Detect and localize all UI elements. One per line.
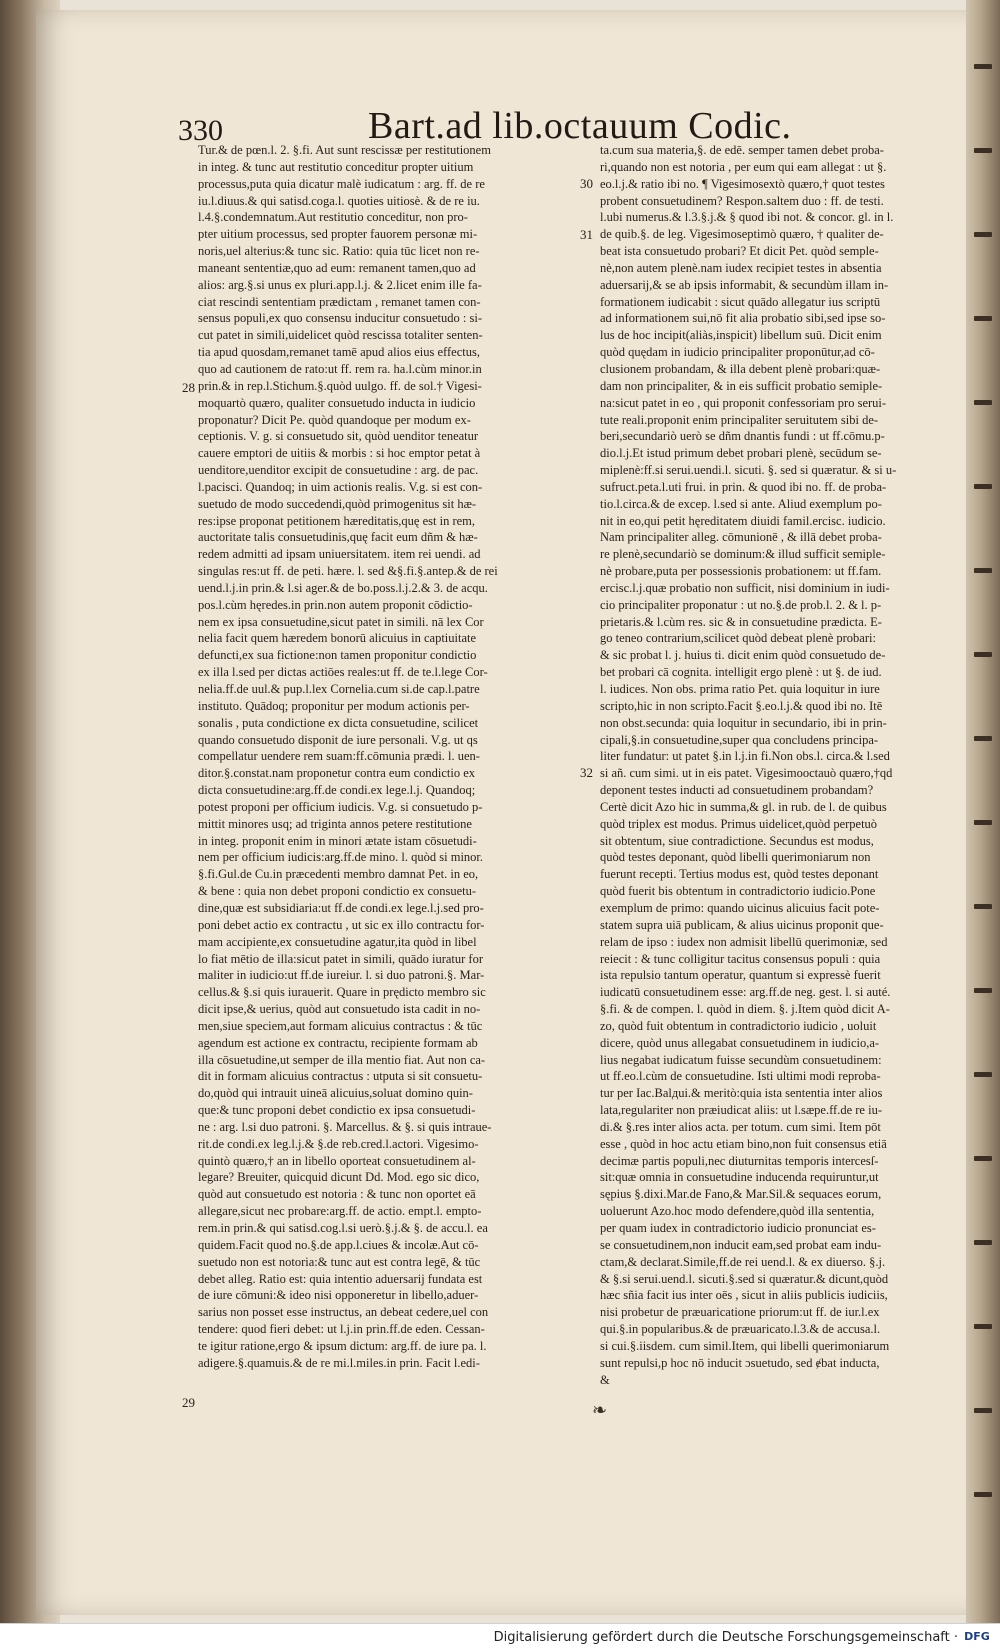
text-line: sonalis , puta condictione ex dicta consuetudine, scilicet [198, 715, 479, 730]
text-line: go teneo contrarium,scilicet quòd debeat plenè probari: [600, 631, 876, 646]
text-line: quidem.Facit quod no.§.de app.l.ciues & incolæ.Aut cō- [198, 1237, 479, 1252]
text-line: tendere: quod fieri debet: ut l.j.in prin.ff.de eden. Cessan- [198, 1322, 485, 1337]
text-line: bet probari cā cognita. intelligit ergo plenè : ut §. de iud. [600, 665, 882, 680]
text-line: §.fi.Gul.de Cu.in præcedenti membro damnat Pet. in eo, [198, 867, 479, 882]
text-line: dio.l.j.Et istud primum debet probari plenè, secūdum se- [600, 446, 882, 461]
text-line: sarius non posset esse instructus, an debeat cedere,uel con [198, 1305, 489, 1320]
text-line: de quib.§. de leg. Vigesimoseptimò quæro, † qualiter de- [600, 227, 884, 242]
text-line: exemplum de primo: quando uicinus alicuius facit pote- [600, 900, 880, 915]
text-line: hæc sñia facit ius inter oēs , sicut in aliis publicis iudiciis, [600, 1288, 888, 1303]
text-line: mittit minores usq; ad triginta annos petere restitutione [198, 816, 472, 831]
text-line: si cui.§.iisdem. cum simil.Item, qui libelli querimoniarum [600, 1338, 890, 1353]
text-line: ercisc.l.j.quæ probatio non sufficit, nisi dominium in iudi- [600, 580, 890, 595]
text-line: l. iudices. Non obs. prima ratio Pet. quia loquitur in iure [600, 682, 880, 696]
text-line: fuerunt recepti. Tertius modus est, quòd testes deponant [600, 867, 879, 882]
text-line: sunt repulsi,p hoc nō inducit ɔsuetudo, sed ɇbat inducta, [600, 1355, 880, 1370]
text-line: defuncti,ex sua fictione:non tamen proponitur condictio [198, 648, 477, 663]
text-line: lus de hoc incipit(aliàs,inspicit) libellum suū. Dicit enim [600, 328, 882, 343]
text-line: de iure cōmuni:& ideo nisi opponeretur in libello,aduer- [198, 1288, 479, 1303]
text-line: relam de ipso : iudex non admisit libellū querimoniæ, sed [600, 934, 888, 949]
text-line: prin.& in rep.l.Stichum.§.quòd uulgo. ff. de sol.† Vigesi- [198, 378, 482, 393]
digitization-footer [0, 1623, 1000, 1652]
text-line: & §.si serui.uend.l. sicuti.§.sed si quæratur.& dicunt,quòd [600, 1271, 889, 1286]
text-line: compellatur uendere rem suam:ff.cōmunia prædi. l. uen- [198, 749, 480, 764]
text-line: agendum est actione ex contractu, recipiente formam ab [198, 1035, 478, 1050]
text-line: Nam principaliter alleg. cōmunionē , & illā debet proba- [600, 530, 882, 545]
text-line: pos.l.cùm hęredes.in prin.non autem proponit cōdictio- [198, 597, 473, 612]
text-line: processus,puta quia dicatur malè iudicatum : arg. ff. de re [198, 176, 485, 191]
text-line: Certè dicit Azo hic in summa,& gl. in rub. de l. de quibus [600, 799, 887, 814]
text-line: men,siue speciem,aut formam alicuius contractus : & tūc [198, 1018, 483, 1033]
text-line: tio.l.circa.& de excep. l.sed si ante. Aliud exemplum po- [600, 496, 882, 511]
text-line: potest proponi per officium iudicis. V.g. si consuetudo p- [198, 799, 483, 814]
text-line: tute reali.proponit enim principaliter seruitutem sibi de- [600, 412, 879, 427]
text-line: & bene : quia non debet proponi condictio ex consuetu- [198, 884, 477, 899]
text-line: beri,secundariò uerò se dñm dnantis fundi : ut ff.cōmu.p- [600, 429, 885, 444]
text-line: instituto. Quādoq; proponitur per modum actionis per- [198, 698, 470, 713]
page-number: 330 [178, 114, 223, 147]
running-title: Bart.ad lib.octauum Codic. [368, 105, 792, 147]
text-line: reiecit : & tunc colligitur tacitus consensus populi : quia [600, 951, 881, 966]
text-line: illa cōsuetudine,ut semper de illa mentio fiat. Aut non ca- [198, 1052, 486, 1067]
text-line: di.& §.res inter alios acta. per totum. cum simi. Item pōt [600, 1119, 881, 1134]
ornament-fleuron: ❧ [592, 1400, 608, 1420]
text-line: quòd triplex est modus. Primus uidelicet,quòd perpetuò [600, 816, 878, 831]
text-line: dine,quæ est subsidiaria:ut ff.de condi.ex lege.l.j.sed pro- [198, 900, 484, 915]
text-line: iudicatū consuetudinem esse: arg.ff.de neg. gest. l. si auté. [600, 985, 891, 1000]
text-line: per quam iudex in contradictorio iudicio pronunciat es- [600, 1221, 876, 1235]
text-line: nelia facit quem hæredem bonorū alicuius in captiuitate [198, 631, 477, 646]
text-line: tia apud quosdam,remanet tamē apud alios eius effectus, [198, 345, 480, 360]
text-line: dicit ipse,& uerius, quòd aut consuetudo ista cadit in no- [198, 1002, 481, 1017]
text-line: ut ff.eo.l.cùm de consuetudine. Isti ultimi modi reproba- [600, 1069, 881, 1084]
text-line: sufruct.peta.l.uti frui. in prin. & quod ibi no. ff. de proba- [600, 479, 887, 494]
text-line: lius negabat iudicatum fuisse secundùm consuetudinem: [600, 1052, 882, 1067]
text-line: suetudo non est notoria:& tunc aut est contra legē, & tūc [198, 1254, 481, 1269]
text-line: cellus.& §.si quis iurauerit. Quare in prędicto membro sic [198, 985, 486, 1000]
text-line: rit.de condi.ex leg.l.j.& §.de reb.cred.l.actori. Vigesimo- [198, 1136, 479, 1151]
text-line: cut patet in simili,uidelicet quòd rescissa totaliter senten- [198, 328, 483, 343]
text-line: lo fiat mētio de illa:sicut patet in simili, quādo iuratur for [198, 951, 484, 966]
dfg-logo: DFG [964, 1630, 990, 1643]
text-line: sit obtentum, siue contradictione. Secundus est modus, [600, 833, 874, 848]
text-line: qui.§.in popularibus.& de præuaricato.l.3.& de accusa.l. [600, 1322, 881, 1337]
text-line: non obst.secunda: quia loquitur in secundario, ibi in prin- [600, 715, 887, 730]
text-line: ciat rescindi sententiam prædictam , remanet tamen con- [198, 294, 481, 309]
text-line: eo.l.j.& ratio ibi no. ¶ Vigesimosextò quæro,† quot testes [600, 176, 885, 191]
text-line: sępius §.dixi.Mar.de Fano,& Mar.Sil.& sequaces eorum, [600, 1187, 882, 1202]
text-line: l.ubi numerus.& l.3.§.j.& § quod ibi not. & concor. gl. in l. [600, 210, 894, 225]
text-line: adigere.§.quamuis.& de re mi.l.miles.in prin. Facit l.edi- [198, 1355, 480, 1370]
text-line: §.fi. & de compen. l. quòd in diem. §. j.Item quòd dicit A- [600, 1002, 890, 1017]
text-line: tur per Iac.Balдui.& meritò:quia ista sententia inter alios [600, 1086, 883, 1101]
text-line: quòd testes deponant, quòd libelli querimoniarum non [600, 850, 871, 865]
text-line: nè,non autem plenè.nam iudex recipiet testes in absentia [600, 260, 882, 275]
text-line: Tur.& de pœn.l. 2. §.fi. Aut sunt rescissæ per restitutionem [198, 143, 491, 157]
text-line: moquartò quæro, qualiter consuetudo inducta in iudicio [198, 395, 476, 410]
text-line: decimæ partis populi,nec diuturnitas temporis intercesſ- [600, 1153, 879, 1168]
text-line: poni debet actio ex contractu , ut sic ex illo contractu for- [198, 917, 485, 932]
text-line: quòd fuerit bis obtentum in contradictorio iudicio.Pone [600, 884, 876, 899]
text-line: nè probare,puta per possessionis probationem: ut ff.fam. [600, 564, 882, 579]
text-line: quòd quędam in iudicio principaliter proponūtur,ad cō- [600, 345, 875, 360]
text-line: que:& tunc proponi debet condictio ex ipsa consuetudi- [198, 1103, 476, 1118]
text-line: ctam,& declarat.Simile,ff.de rei uend.l. & ex diuerso. §.j. [600, 1254, 886, 1269]
text-line: ex illa l.sed per dictas actiōes reales:ut ff. de te.l.lege Cor- [198, 665, 488, 680]
text-line: nit in eo,qui petit hęreditatem diuidi famil.ercisc. iudicio. [600, 513, 886, 528]
text-line: cio principaliter proponatur : ut no.§.de prob.l. 2. & l. p- [600, 597, 882, 612]
text-line: nelia.ff.de uul.& pup.l.lex Cornelia.cum si.de cap.l.patre [198, 682, 480, 696]
text-line: dit in formam alicuius contractus : utputa si sit consuetu- [198, 1069, 483, 1084]
text-line: nem ex ipsa consuetudine,sicut patet in simili. nā lex Cor [198, 614, 484, 629]
text-line: miplenè:ff.si serui.uendi.l. sicuti. §. sed si quæratur. & si u- [600, 463, 897, 478]
text-line: re plenè,secundariò se dominum:& illud sufficit semiple- [600, 547, 886, 562]
margin-number-30: 30 [580, 176, 593, 191]
text-line: prietaris.& l.cùm res. sic & in consuetudine prædicta. E- [600, 614, 882, 629]
text-column-right [600, 142, 945, 1388]
text-line: dicta consuetudine:arg.ff.de condi.ex lege.l.j. Quandoq; [198, 783, 476, 798]
text-line: si añ. cum simi. ut in eis patet. Vigesimooctauò quæro,†qd [600, 766, 893, 781]
text-line: maliter in iudicio:ut ff.de iureiur. l. si duo patroni.§. Mar- [198, 968, 485, 983]
text-line: l.4.§.condemnatum.Aut restitutio conceditur, non pro- [198, 210, 468, 225]
text-line: allegare,sicut nec probare:arg.ff. de actio. empt.l. empto- [198, 1204, 482, 1219]
text-line: formationem iudicabit : sicut quādo allegatur ius scriptū [600, 294, 881, 309]
text-line: cipali,§.in consuetudine,super qua concludens principa- [600, 732, 879, 747]
text-line: noris,uel alterius:& tunc sic. Ratio: quia tūc licet non re- [198, 244, 480, 259]
text-line: debet alleg. Ratio est: quia intentio aduersarij fundata est [198, 1271, 483, 1286]
text-line: legare? Breuiter, quicquid dicunt Dd. Mod. ego sic dico, [198, 1170, 480, 1185]
text-line: quando consuetudo disponit de iure personali. V.g. ut qs [198, 732, 478, 747]
text-line: & [600, 1372, 610, 1387]
text-line: redem admitti ad ipsam uniuersitatem. item rei uendi. ad [198, 547, 481, 562]
text-line: res:ipse proponat petitionem hæreditatis,quę est in rem, [198, 513, 476, 528]
page-fore-edge [966, 0, 1000, 1652]
text-line: na:sicut patet in eo , qui proponit confessoriam pro serui- [600, 395, 887, 410]
text-line: suetudo de modo succedendi,quòd primogenitus sit hæ- [198, 496, 477, 511]
text-line: in integ. & tunc aut restitutio conceditur propter uitium [198, 159, 474, 174]
margin-number-28: 28 [182, 380, 195, 395]
text-line: esse , quòd in hoc actu etiam bino,non fuit consensus etiā [600, 1136, 887, 1151]
text-line: nem per officium iudicis:arg.ff.de mino. l. quòd si minor. [198, 850, 484, 865]
text-line: maneant sententiæ,quo ad eum: remanent tamen,quo ad [198, 260, 476, 275]
text-line: dicere, quòd unus allegabat consuetudinem in iudicio,a- [600, 1035, 880, 1050]
text-line: ceptionis. V. g. si consuetudo sit, quòd uenditor teneatur [198, 429, 479, 444]
text-line: in integ. proponit enim in minori ætate istam cōsuetudi- [198, 833, 477, 848]
text-line: sensus populi,ex quo consensu inducitur consuetudo : si- [198, 311, 482, 326]
text-line: sit:quæ omnia in consuetudine inducenda requiruntur,ut [600, 1170, 879, 1185]
text-line: scripto,hic in non scripto.Facit §.eo.l.j.& quod ibi no. Itē [600, 698, 883, 713]
text-line: liter fundatur: ut patet §.in l.j.in fi.Non obs.l. circa.& l.sed [600, 749, 890, 764]
text-line: probent consuetudinem? Respon.saltem duo : ff. de testi. [600, 193, 884, 208]
text-line: l.pacisci. Quandoq; in uim actionis realis. V.g. si est con- [198, 479, 483, 494]
text-line: te igitur ratione,ergo & ipsum dictum: arg.ff. de iure pa. l. [198, 1338, 487, 1353]
text-line: quo ad cautionem de rato:ut ff. rem ra. ha.l.cùm minor.in [198, 361, 482, 376]
text-line: ri,quando non est notoria , per eum qui eam allegat : ut §. [600, 159, 887, 174]
text-line: rem.in prin.& qui satisd.cog.l.si uerò.§.j.& §. de accu.l. ea [198, 1221, 488, 1235]
text-line: beat ista consuetudo probari? Et dicit Pet. quòd semple- [600, 244, 879, 259]
text-line: se consuetudinem,non inducit eam,sed probat eam indu- [600, 1237, 882, 1252]
text-line: iu.l.diuus.& qui satisd.coga.l. quoties uitiosè. & de re iu. [198, 193, 480, 208]
text-line: cauere emptori de uitiis & morbis : si hoc emptor petat à [198, 446, 481, 461]
text-line: zo, quòd fuit obtentum in contradictorio iudicio , uoluit [600, 1018, 877, 1033]
text-line: proponatur? Dicit Pe. quòd quandoque per modum ex- [198, 412, 471, 427]
text-line: quòd aut consuetudo est notoria : & tunc non oportet eā [198, 1187, 476, 1202]
text-line: uend.l.j.in prin.& l.si ager.& de bo.poss.l.j.2.& 3. de acqu. [198, 580, 488, 595]
footer-credit-text: Digitalisierung gefördert durch die Deutsche Forschungsgemeinschaft · [493, 1630, 958, 1645]
text-line: statem supra uiā publicam, & alius uicinus proponit que- [600, 917, 884, 932]
text-line: nisi probetur de præuaricatione priorum:ut ff. de iur.l.ex [600, 1305, 880, 1320]
text-line: singulas res:ut ff. de peti. hære. l. sed &§.fi.§.antep.& de rei [198, 564, 498, 579]
text-line: alios: arg.§.si unus ex pluri.app.l.j. & 2.licet enim ille fa- [198, 277, 482, 292]
text-line: pter uitium processus, sed propter fauorem personæ mi- [198, 227, 478, 242]
text-line: clusionem probandam, & illa debent plenè probari:quæ- [600, 361, 881, 376]
text-line: ne : arg. l.si duo patroni. §. Marcellus. & §. si quis intraue- [198, 1119, 492, 1134]
text-line: ta.cum sua materia,§. de edē. semper tamen debet proba- [600, 143, 884, 157]
text-line: uoluerunt Azo.hoc modo defendere,quòd illa sententia, [600, 1204, 875, 1219]
margin-number-32: 32 [580, 765, 593, 780]
text-line: ad informationem sui,nō fit alia probatio sibi,sed ipse so- [600, 311, 886, 326]
text-line: deponent testes inducti ad consuetudinem probandam? [600, 783, 874, 798]
text-line: mam accipiente,ex consuetudine agatur,ita quòd in libel [198, 934, 477, 949]
margin-number-31: 31 [580, 227, 593, 242]
text-line: uenditore,uenditor excipit de consuetudine : arg. de pac. [198, 463, 479, 478]
margin-number-29: 29 [182, 1395, 195, 1410]
text-line: quintò quæro,† an in libello oporteat consuetudinem al- [198, 1153, 476, 1168]
text-line: ista repulsio tantum operatur, quantum si expressè fuerit [600, 968, 881, 983]
text-line: do,quòd qui intrauit uineā alicuius,soluat domino quin- [198, 1086, 473, 1101]
text-line: dam non principaliter, & in eis sufficit probatio semiple- [600, 378, 883, 393]
text-line: aduersarij,& se ab ipsis informabit, & secundùm illam in- [600, 277, 889, 292]
text-line: & sic probat l. j. huius ti. dicit enim quòd consuetudo de- [600, 648, 886, 663]
text-line: lata,regulariter non præiudicat aliis: ut l.sæpe.ff.de re iu- [600, 1103, 882, 1118]
text-line: auctoritate talis consuetudinis,quę facit eum dñm & hæ- [198, 530, 478, 545]
text-column-left [198, 142, 568, 1372]
text-line: ditor.§.constat.nam proponetur contra eum condictio ex [198, 766, 476, 781]
